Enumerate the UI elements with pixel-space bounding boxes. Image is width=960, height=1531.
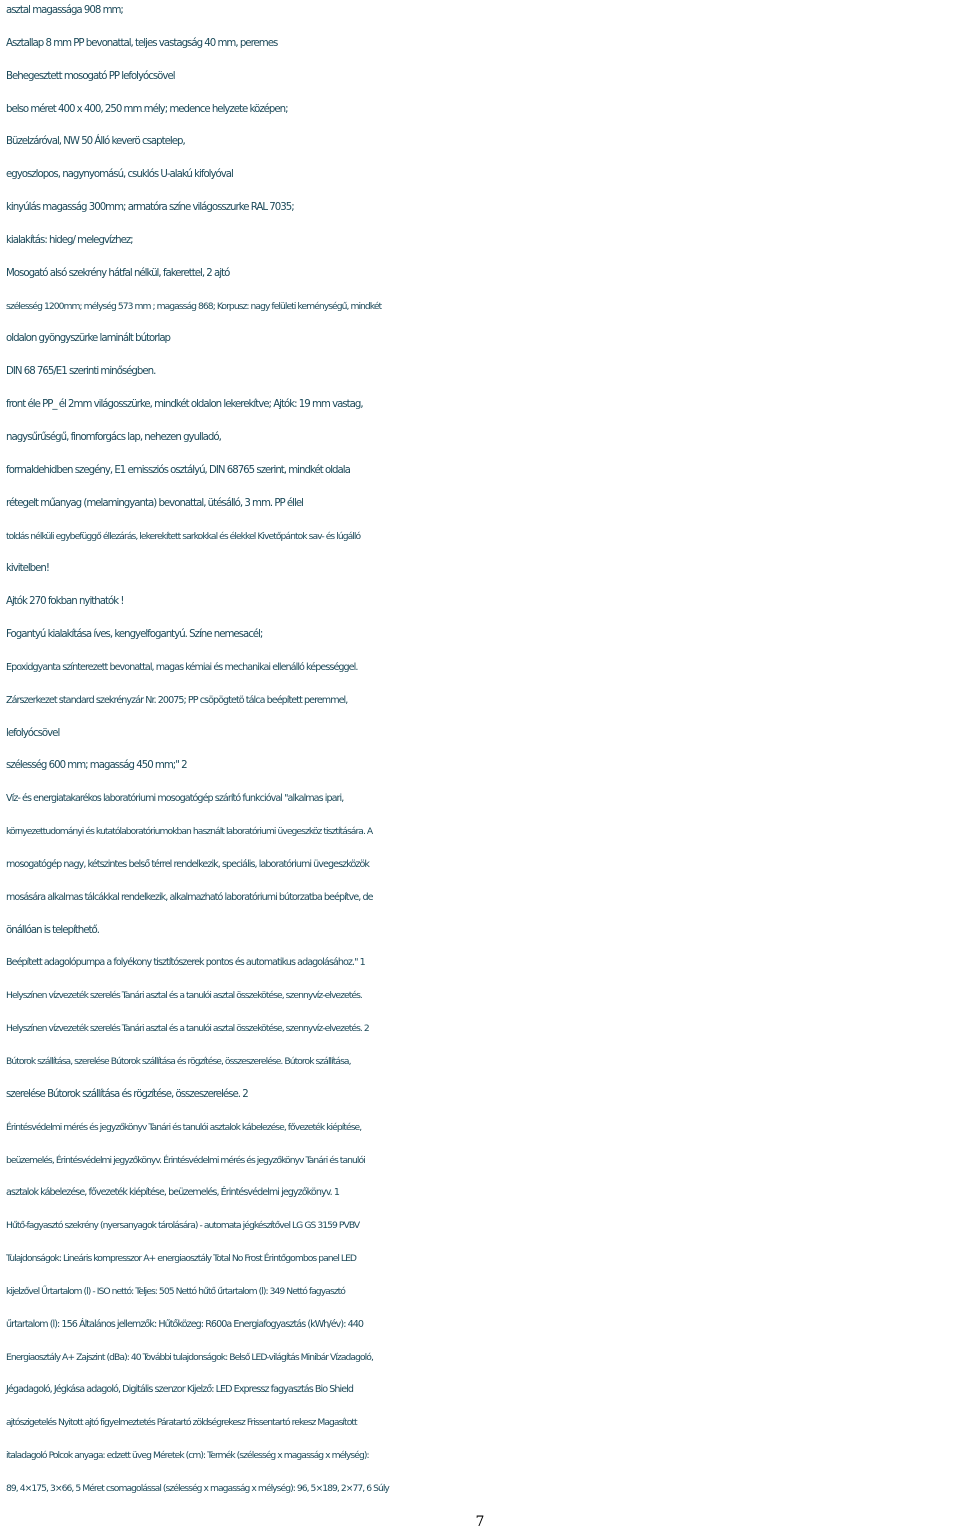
text-line: beüzemelés, Érintésvédelmi jegyzőkönyv. Érintésvédelmi mérés és jegyzőkönyv Tanári és tanulói xyxy=(6,1154,365,1166)
text-line: kijelzővel Űrtartalom (l) - ISO nettó: Teljes: 505 Nettó hűtő űrtartalom (l): 349 Nettó fagyasztó xyxy=(6,1285,345,1297)
text-line: űrtartalom (l): 156 Általános jellemzők: Hűtőközeg: R600a Energiafogyasztás (kWh/év): 440 xyxy=(6,1318,364,1330)
text-line: önállóan is telepíthető. xyxy=(6,924,99,936)
text-line: egyoszlopos, nagynyomású, csuklós U-alakú kifolyóval xyxy=(6,169,233,181)
text-line: 89, 4×175, 3×66, 5 Méret csomagolással (szélesség x magasság x mélység): 96, 5×189, 2×77, 6 Súly xyxy=(6,1482,389,1494)
text-line: Epoxidgyanta színterezett bevonattal, magas kémiai és mechanikai ellenálló képességgel. xyxy=(6,661,358,673)
text-line: szélesség 1200mm; mélység 573 mm ; magasság 868; Korpusz: nagy felületi keménységű, mindkét xyxy=(6,300,382,312)
text-line: ajtószigetelés Nyitott ajtó figyelmeztetés Páratartó zöldségrekesz Frissentartó rekesz Magasított xyxy=(6,1417,357,1429)
text-line: Hűtő-fagyasztó szekrény (nyersanyagok tárolására) - automata jégkészítővel LG GS 3159 PVBV xyxy=(6,1220,360,1232)
text-line: toldás nélküli egybefüggő éllezárás, lekerekített sarkokkal és élekkel Kivetőpántok sav- és lúgálló xyxy=(6,530,361,542)
text-line: asztalok kábelezése, fővezeték kiépítése, beüzemelés, Érintésvédelmi jegyzőkönyv. 1 xyxy=(6,1187,340,1199)
text-line: Zárszerkezet standard szekrényzár Nr. 20075; PP csöpögtetö tálca beépített peremmel, xyxy=(6,694,348,706)
text-line: Helyszínen vízvezeték szerelés Tanári asztal és a tanulói asztal összekötése, szennyvíz-elvezetés. xyxy=(6,990,362,1002)
text-line: asztal magassága 908 mm; xyxy=(6,5,123,16)
text-line: Helyszínen vízvezeték szerelés Tanári asztal és a tanulói asztal összekötése, szennyvíz-elvezetés. 2 xyxy=(6,1023,369,1035)
text-line: Asztallap 8 mm PP bevonattal, teljes vastagság 40 mm, peremes xyxy=(6,37,278,49)
page-number: 7 xyxy=(475,1514,485,1530)
text-line: belso méret 400 x 400, 250 mm mély; medence helyzete középen; xyxy=(6,103,288,115)
text-line: Bútorok szállítása, szerelése Bútorok szállítása és rögzítése, összeszerelése. Bútorok szállítása, xyxy=(6,1056,351,1067)
text-line: nagysűrűségű, finomforgács lap, nehezen gyulladó, xyxy=(6,431,221,443)
text-line: Büzelzáróval, NW 50 Álló keverö csaptelep, xyxy=(6,136,185,148)
text-line: kialakítás: hideg/ melegvízhez; xyxy=(6,234,133,246)
text-line: kinyúlás magasság 300mm; armatóra színe világosszurke RAL 7035; xyxy=(6,202,294,214)
document-body xyxy=(6,0,960,1506)
text-line: mosogatógép nagy, kétszintes belső térrel rendelkezik, speciális, laboratóriumi üvegeszközök xyxy=(6,858,369,870)
text-line: rétegelt műanyag (melamingyanta) bevonattal, ütésálló, 3 mm. PP éllel xyxy=(6,497,303,509)
text-line: Érintésvédelmi mérés és jegyzőkönyv Tanári és tanulói asztalok kábelezése, fővezeték kiépítése, xyxy=(6,1121,362,1133)
text-line: Fogantyú kialakítása íves, kengyelfogantyú. Színe nemesacél; xyxy=(6,629,263,641)
text-line: szélesség 600 mm; magasság 450 mm;" 2 xyxy=(6,760,187,772)
text-line: környezettudományi és kutatólaboratóriumokban használt laboratóriumi üvegeszköz tisztítására. A xyxy=(6,826,373,838)
text-line: formaldehidben szegény, E1 emissziós osztályú, DIN 68765 szerint, mindkét oldala xyxy=(6,464,350,476)
text-line: kivitelben! xyxy=(6,563,49,575)
text-line: Mosogató alsó szekrény hátfal nélkül, fakerettel, 2 ajtó xyxy=(6,267,230,279)
text-line: italadagoló Polcok anyaga: edzett üveg Méretek (cm): Termék (szélesség x magasság x mélység): xyxy=(6,1450,369,1462)
text-line: szerelése Bútorok szállítása és rögzítése, összeszerelése. 2 xyxy=(6,1088,248,1100)
text-line: Ajtók 270 fokban nyithatók ! xyxy=(6,596,124,608)
text-line: front éle PP_ él 2mm világosszürke, mindkét oldalon lekerekítve; Ajtók: 19 mm vastag, xyxy=(6,399,363,411)
text-line: lefolyócsövel xyxy=(6,727,60,739)
text-line: DIN 68 765/E1 szerinti minőségben. xyxy=(6,366,156,378)
text-line: Tulajdonságok: Lineáris kompresszor A+ energiaosztály Total No Frost Érintőgombos panel LED xyxy=(6,1253,357,1265)
text-line: Energiaosztály A+ Zajszint (dBa): 40 További tulajdonságok: Belső LED-világítás Minibár Vízadagoló, xyxy=(6,1351,373,1363)
text-line: Víz- és energiatakarékos laboratóriumi mosogatógép szárító funkcióval "alkalmas ipari, xyxy=(6,793,344,805)
text-line: Beépített adagolópumpa a folyékony tisztítószerek pontos és automatikus adagolásához." 1 xyxy=(6,957,365,969)
text-line: Jégadagoló, Jégkása adagoló, Digitális szenzor Kijelző: LED Expressz fagyasztás Bio Shield xyxy=(6,1384,354,1396)
text-line: Behegesztett mosogató PP lefolyócsövel xyxy=(6,70,175,82)
text-line: mosására alkalmas tálcákkal rendelkezik, alkalmazható laboratóriumi bútorzatba beépítve, de xyxy=(6,891,373,903)
text-line: oldalon gyöngyszürke laminált bútorlap xyxy=(6,333,171,345)
